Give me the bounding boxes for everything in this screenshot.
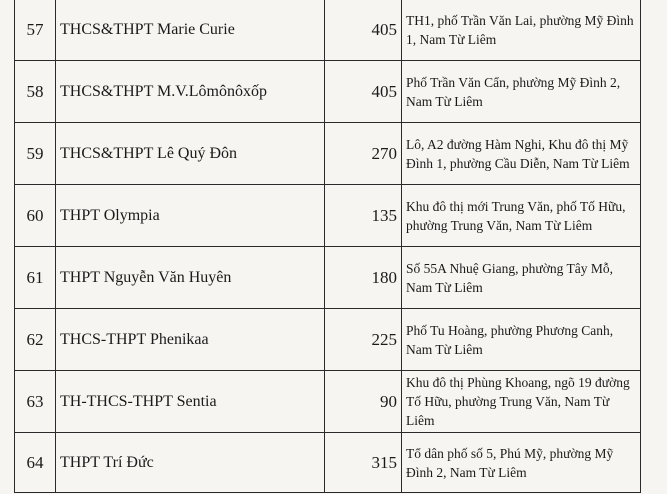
row-number: 62: [15, 309, 56, 371]
address-text: Lô, A2 đường Hàm Nghi, Khu đô thị Mỹ Đình 1, phường Cầu Diễn, Nam Từ Liêm: [406, 136, 630, 171]
address-text: Khu đô thị Phùng Khoang, ngõ 19 đường Tố Hữu, phường Trung Văn, Nam Từ Liêm: [406, 375, 630, 428]
quota-value: 405: [325, 0, 402, 61]
quota-value: 315: [325, 433, 402, 493]
address-text: Phố Trần Văn Cẩn, phường Mỹ Đình 2, Nam Từ Liêm: [406, 74, 621, 109]
school-address: [402, 371, 641, 433]
school-name: THPT Trí Đức: [56, 433, 325, 493]
row-number: 58: [15, 61, 56, 123]
school-name: TH-THCS-THPT Sentia: [56, 371, 325, 433]
address-text: TH1, phố Trần Văn Lai, phường Mỹ Đình 1, Nam Từ Liêm: [406, 12, 634, 47]
table-row: [15, 123, 641, 185]
school-address: [402, 61, 641, 123]
quota-value: 180: [325, 247, 402, 309]
table-row: [15, 185, 641, 247]
quota-value: 90: [325, 371, 402, 433]
address-text: Khu đô thị mới Trung Văn, phố Tố Hữu, phường Trung Văn, Nam Từ Liêm: [406, 198, 626, 233]
table-row: [15, 0, 641, 61]
row-number: 61: [15, 247, 56, 309]
school-address: [402, 309, 641, 371]
school-name: THCS&THPT Marie Curie: [56, 0, 325, 61]
quota-value: 405: [325, 61, 402, 123]
table-row: [15, 247, 641, 309]
row-number: 59: [15, 123, 56, 185]
row-number: 60: [15, 185, 56, 247]
school-name: THCS&THPT M.V.Lômônôxốp: [56, 61, 325, 123]
school-address: [402, 123, 641, 185]
quota-value: 270: [325, 123, 402, 185]
row-number: 64: [15, 433, 56, 493]
school-address: [402, 0, 641, 61]
school-name: THPT Nguyễn Văn Huyên: [56, 247, 325, 309]
school-address: [402, 433, 641, 493]
table-row: [15, 309, 641, 371]
quota-value: 225: [325, 309, 402, 371]
school-address: [402, 247, 641, 309]
quota-value: 135: [325, 185, 402, 247]
schools-table: [14, 0, 641, 493]
school-name: THCS-THPT Phenikaa: [56, 309, 325, 371]
school-name: THCS&THPT Lê Quý Đôn: [56, 123, 325, 185]
address-text: Phố Tu Hoàng, phường Phương Canh, Nam Từ Liêm: [406, 322, 614, 357]
row-number: 63: [15, 371, 56, 433]
table-row: [15, 433, 641, 493]
address-text: Tổ dân phố số 5, Phú Mỹ, phường Mỹ Đình 2, Nam Từ Liêm: [406, 445, 614, 480]
school-address: [402, 185, 641, 247]
table-row: [15, 61, 641, 123]
row-number: 57: [15, 0, 56, 61]
school-name: THPT Olympia: [56, 185, 325, 247]
table-row: [15, 371, 641, 433]
address-text: Số 55A Nhuệ Giang, phường Tây Mỗ, Nam Từ Liêm: [406, 260, 613, 295]
